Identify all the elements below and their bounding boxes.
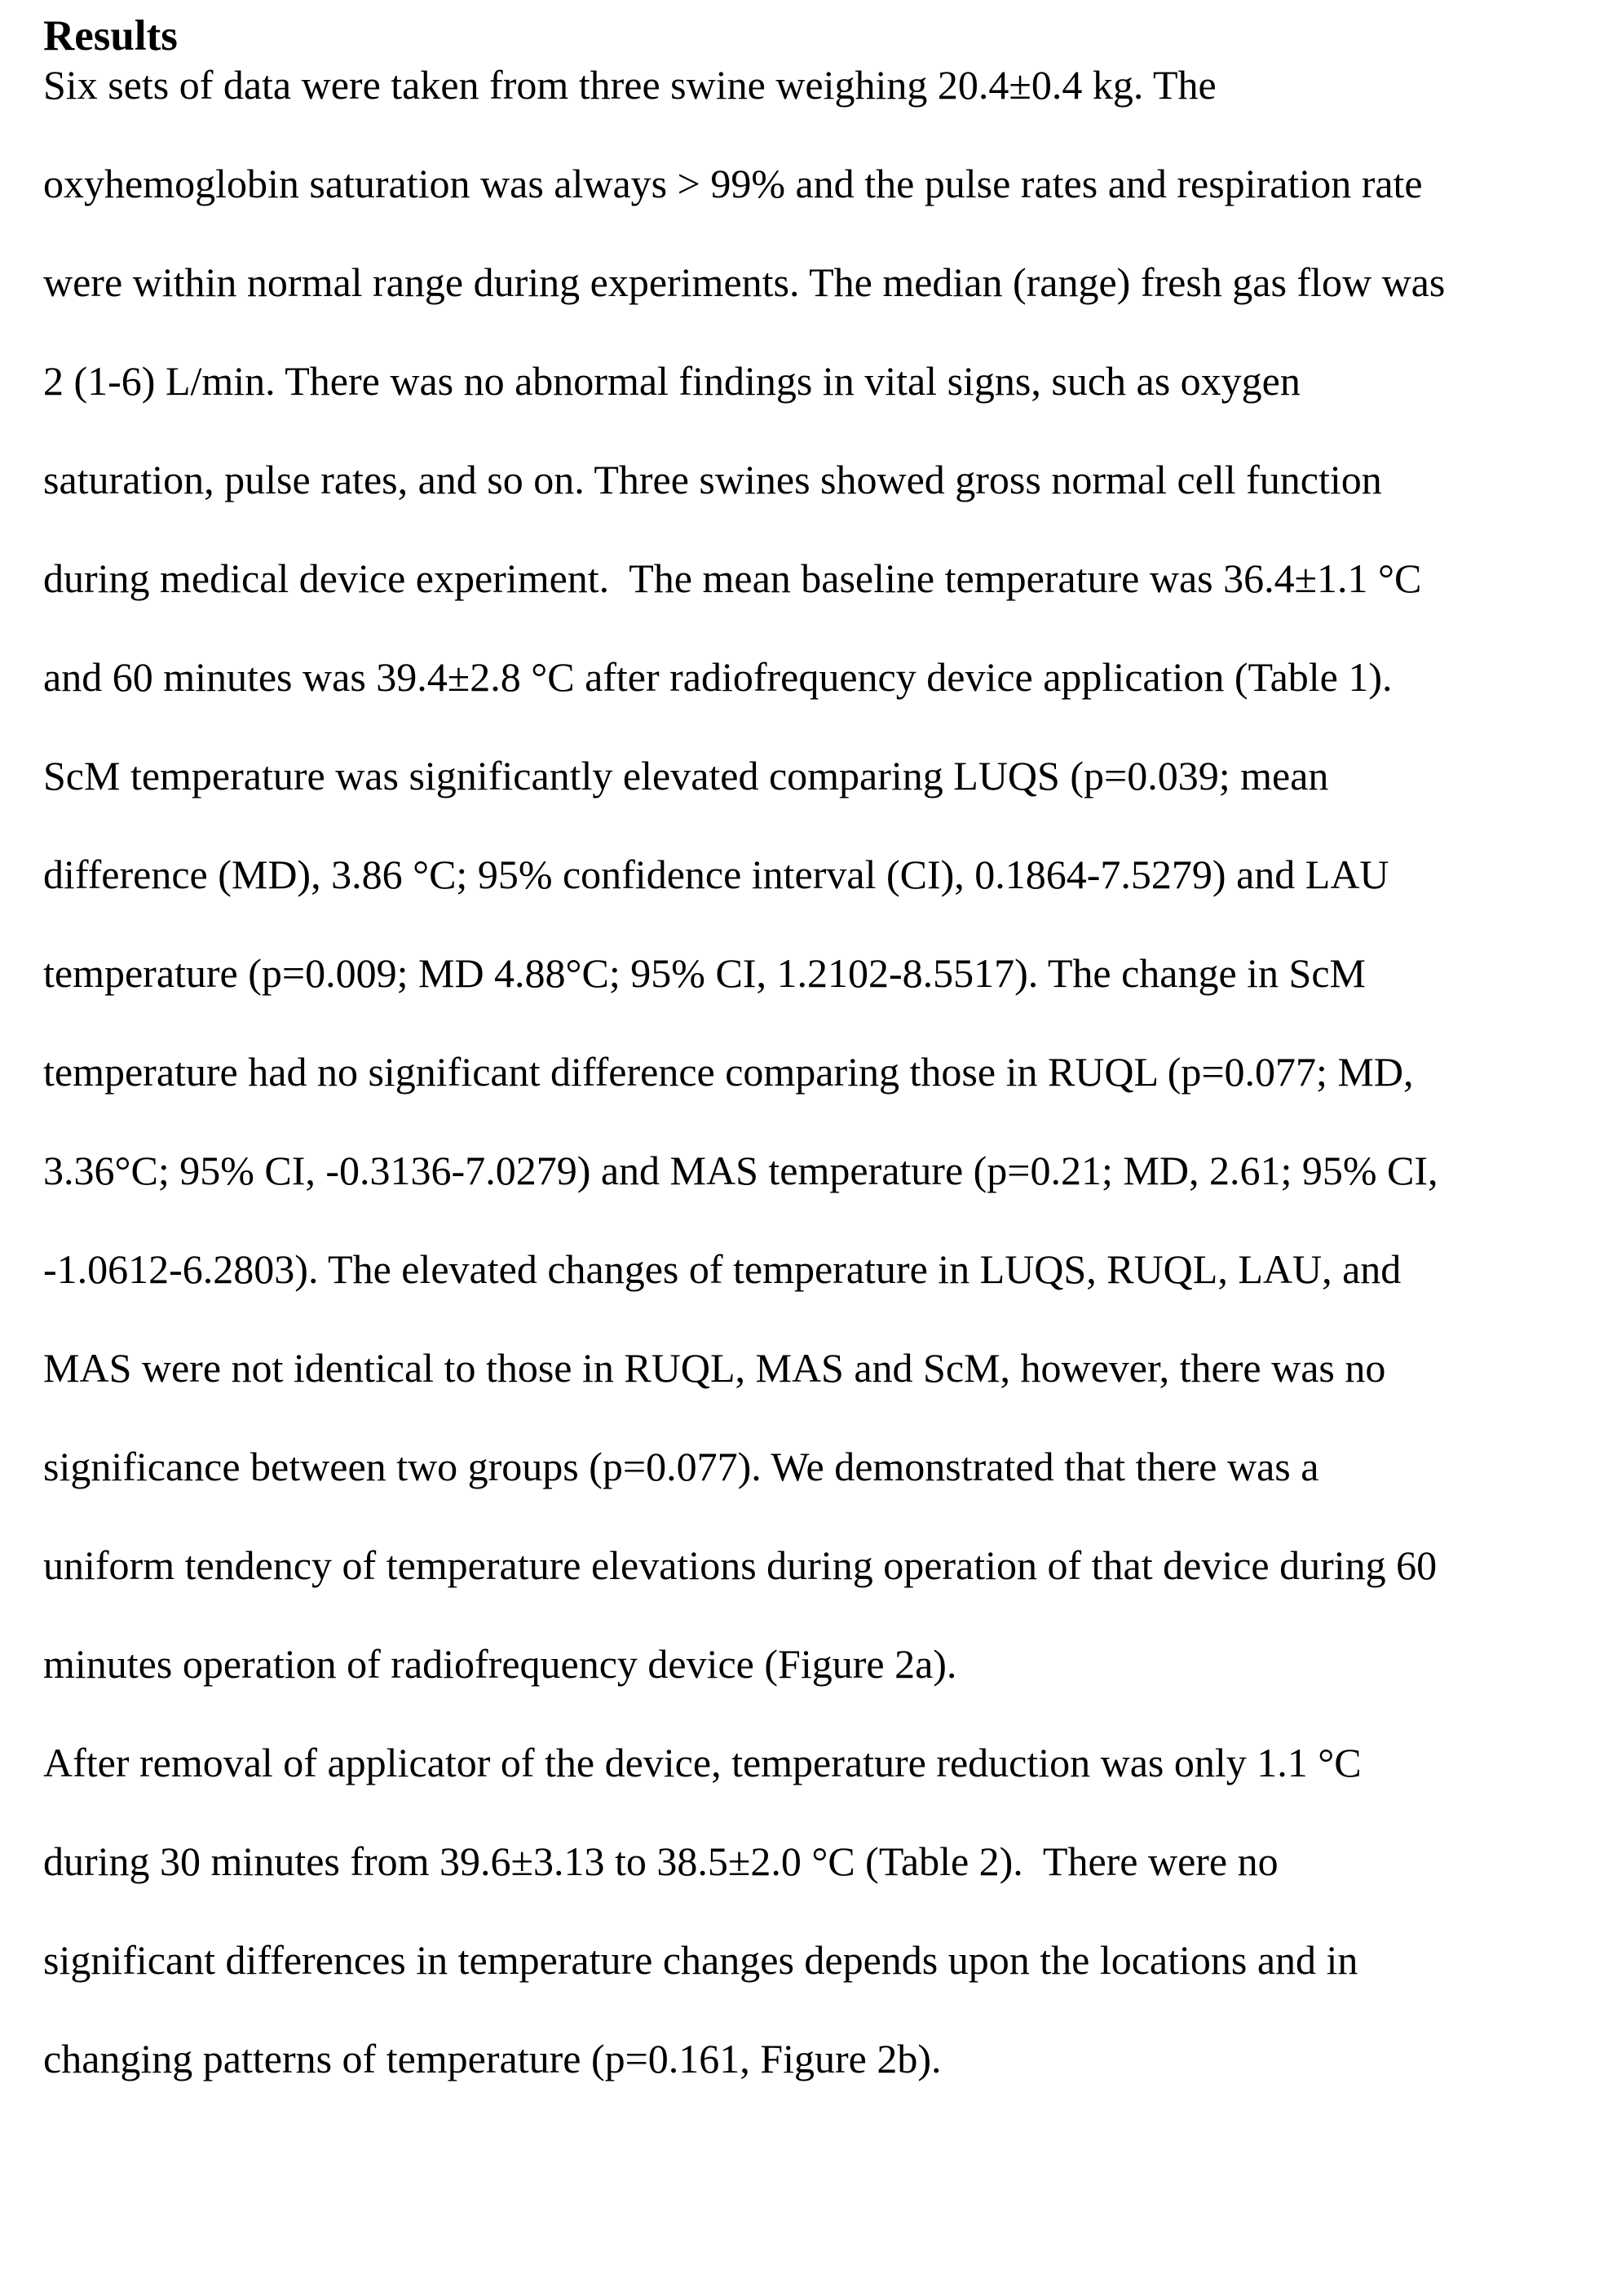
- section-heading: Results: [43, 12, 178, 60]
- text-line: -1.0612-6.2803). The elevated changes of temperature in LUQS, RUQL, LAU, and: [43, 1246, 1402, 1292]
- text-line: saturation, pulse rates, and so on. Three swines showed gross normal cell function: [43, 457, 1382, 502]
- text-line: significant differences in temperature changes depends upon the locations and in: [43, 1937, 1358, 1983]
- text-line: were within normal range during experiments. The median (range) fresh gas flow was: [43, 259, 1446, 305]
- text-line: Six sets of data were taken from three swine weighing 20.4±0.4 kg. The: [43, 62, 1217, 108]
- text-line: 3.36°C; 95% CI, -0.3136-7.0279) and MAS temperature (p=0.21; MD, 2.61; 95% CI,: [43, 1148, 1438, 1193]
- text-line: uniform tendency of temperature elevations during operation of that device during 60: [43, 1542, 1438, 1588]
- body-text: [43, 36, 1588, 2108]
- text-line: during 30 minutes from 39.6±3.13 to 38.5±2.0 °C (Table 2). There were no: [43, 1838, 1279, 1884]
- text-line: MAS were not identical to those in RUQL, MAS and ScM, however, there was no: [43, 1345, 1386, 1391]
- text-line: ScM temperature was significantly elevated comparing LUQS (p=0.039; mean: [43, 753, 1329, 799]
- text-line: changing patterns of temperature (p=0.161, Figure 2b).: [43, 2036, 942, 2081]
- text-line: 2 (1-6) L/min. There was no abnormal findings in vital signs, such as oxygen: [43, 358, 1301, 404]
- text-line: temperature (p=0.009; MD 4.88°C; 95% CI, 1.2102-8.5517). The change in ScM: [43, 950, 1366, 996]
- text-line: difference (MD), 3.86 °C; 95% confidence interval (CI), 0.1864-7.5279) and LAU: [43, 852, 1389, 897]
- paragraph-after-removal: [43, 1714, 1588, 2108]
- text-line: temperature had no significant difference comparing those in RUQL (p=0.077; MD,: [43, 1049, 1414, 1095]
- text-line: oxyhemoglobin saturation was always > 99% and the pulse rates and respiration rate: [43, 161, 1423, 206]
- text-line: minutes operation of radiofrequency device (Figure 2a).: [43, 1641, 957, 1687]
- text-line: during medical device experiment. The mean baseline temperature was 36.4±1.1 °C: [43, 555, 1422, 601]
- text-line: After removal of applicator of the device, temperature reduction was only 1.1 °C: [43, 1740, 1362, 1785]
- text-line: significance between two groups (p=0.077). We demonstrated that there was a: [43, 1444, 1319, 1489]
- text-line: and 60 minutes was 39.4±2.8 °C after radiofrequency device application (Table 1).: [43, 654, 1393, 700]
- paragraph-results: [43, 36, 1588, 1714]
